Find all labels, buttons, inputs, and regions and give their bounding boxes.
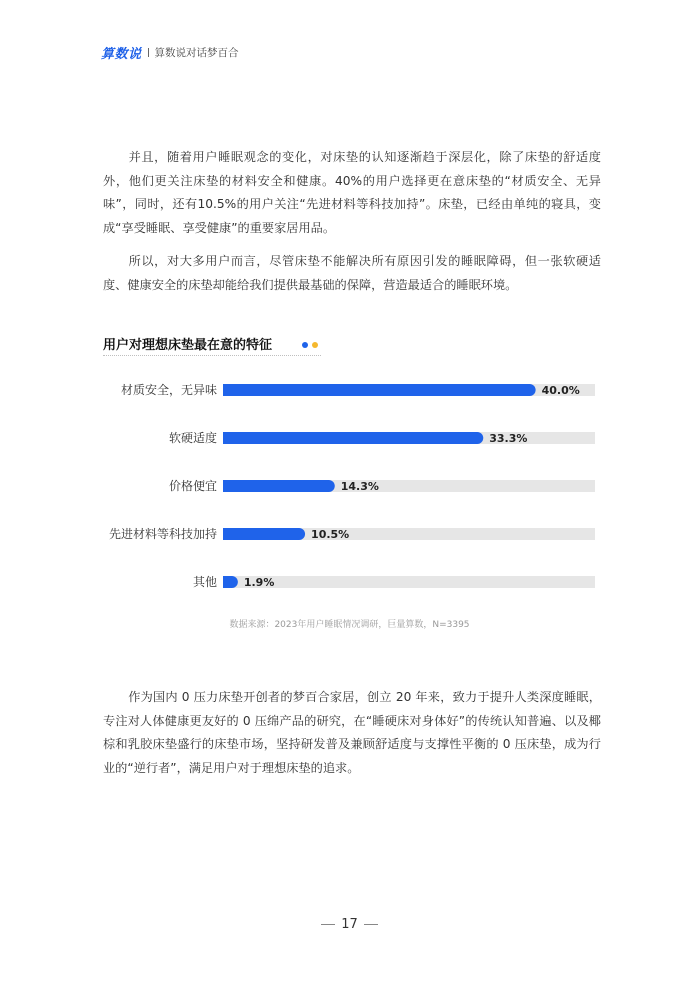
page-number: 17	[341, 917, 358, 932]
value-label: 10.5%	[311, 528, 350, 541]
bar-base	[223, 576, 229, 588]
footer-line-right	[364, 924, 378, 925]
paragraph-3-text: 作为国内 0 压力床垫开创者的梦百合家居，创立 20 年来，致力于提升人类深度睡眠，专注对人体健康更友好的 0 压绵产品的研究，在“睡硬床对身体好”的传统认知普遍、以及椰棕和乳胶床垫盛行的床垫市场，坚持研发普及兼顾舒适度与支撑性平衡的 0 压床垫，成为行业的“逆行者”，满足用户对于理想床垫的追求。	[103, 690, 601, 775]
bar-base	[223, 384, 229, 396]
value-label: 40.0%	[541, 384, 580, 397]
chart-source: 数据来源：2023年用户睡眠情况调研，巨量算数，N=3395	[229, 620, 470, 630]
category-label: 软硬适度	[168, 431, 217, 445]
paragraph-2-text: 所以，对大多用户而言，尽管床垫不能解决所有原因引发的睡眠障碍，但一张软硬适度、健康安全的床垫却能给我们提供最基础的保障，营造最适合的睡眠环境。	[103, 254, 601, 292]
category-label: 价格便宜	[168, 479, 217, 493]
value-label: 1.9%	[243, 576, 275, 589]
chart-title: 用户对理想床垫最在意的特征	[103, 338, 273, 353]
brand-logo: 算数说	[101, 46, 142, 62]
bar	[223, 528, 305, 540]
category-label: 其他	[192, 575, 217, 589]
category-label: 先进材料等科技加持	[108, 527, 217, 541]
page-footer	[0, 917, 699, 932]
bar	[223, 384, 536, 396]
header-title: 算数说对话梦百合	[154, 46, 239, 59]
footer-line-left	[321, 924, 335, 925]
value-label: 14.3%	[340, 480, 379, 493]
bar	[223, 480, 335, 492]
value-label: 33.3%	[489, 432, 528, 445]
bar-track	[223, 576, 595, 588]
bar-base	[223, 528, 229, 540]
bar	[223, 432, 483, 444]
paragraph-1-text: 并且，随着用户睡眠观念的变化，对床垫的认知逐渐趋于深层化，除了床垫的舒适度外，他们更关注床垫的材料安全和健康。40%的用户选择更在意床垫的“材质安全、无异味”，同时，还有10.5%的用户关注“先进材料等科技加持”。床垫，已经由单纯的寝具，变成“享受睡眠、享受健康”的重要家居用品。	[103, 150, 601, 235]
paragraph-3	[103, 686, 601, 780]
bar-base	[223, 432, 229, 444]
category-label: 材质安全，无异味	[120, 383, 217, 397]
bar-base	[223, 480, 229, 492]
